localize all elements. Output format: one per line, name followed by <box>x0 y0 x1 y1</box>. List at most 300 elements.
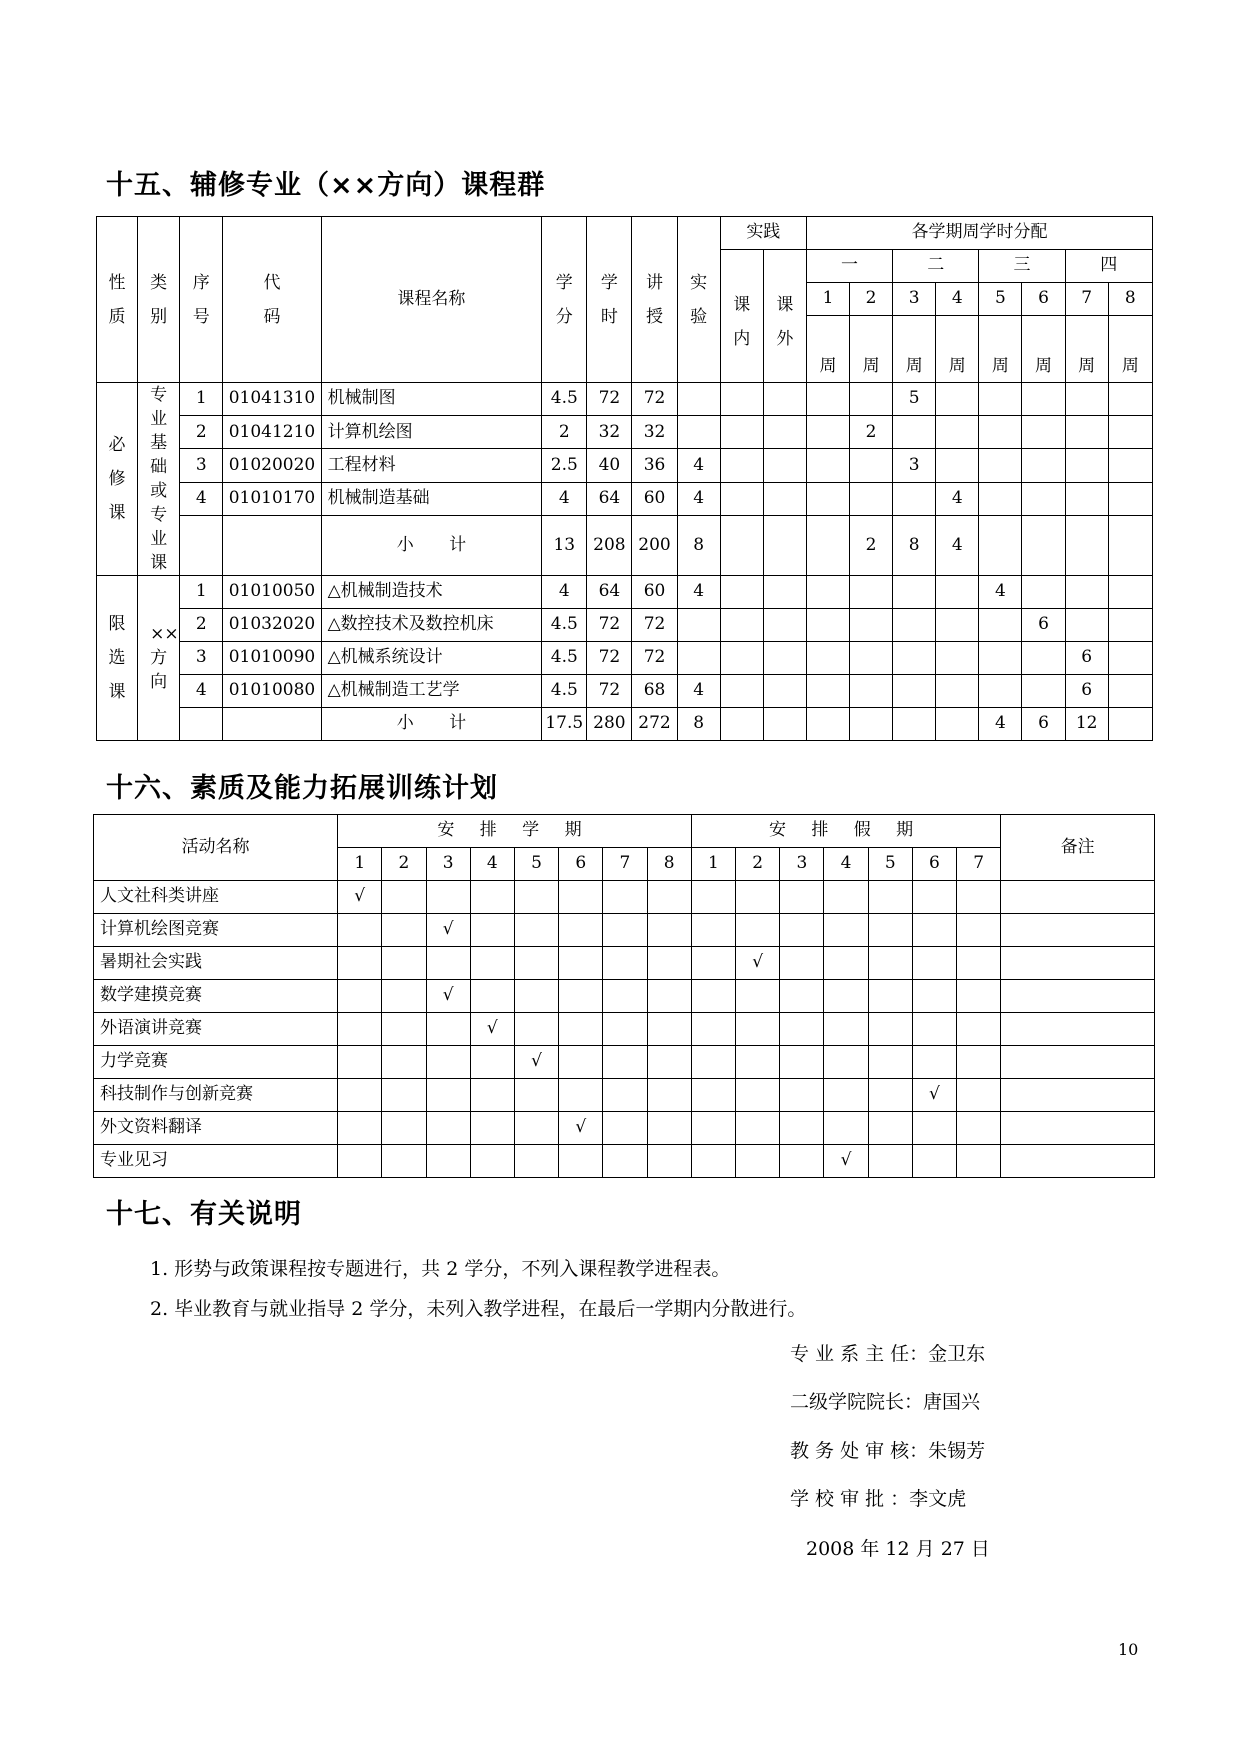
semester-mark: √ <box>514 1046 558 1079</box>
subtotal-term-hours <box>1108 515 1152 575</box>
semester-mark <box>559 1079 603 1112</box>
vacation-mark <box>868 1112 912 1145</box>
activity-name: 外语演讲竞赛 <box>94 1013 338 1046</box>
header-term: 8 <box>1108 283 1152 316</box>
vacation-mark <box>691 1112 735 1145</box>
signature-dean: 二级学院院长：唐国兴 <box>790 1391 981 1413</box>
course-term-hours <box>936 449 979 482</box>
subtotal-term-hours: 2 <box>850 515 893 575</box>
semester-mark <box>514 914 558 947</box>
subtotal-term-hours <box>936 708 979 741</box>
vacation-mark <box>780 980 824 1013</box>
vacation-mark <box>912 1145 956 1178</box>
header-semester-col: 5 <box>514 848 558 881</box>
activity-row <box>94 947 1155 980</box>
semester-mark <box>559 881 603 914</box>
semester-mark <box>382 1046 426 1079</box>
subtotal-term-hours <box>1022 515 1065 575</box>
course-credit: 4 <box>542 576 587 609</box>
subtotal-hours: 208 <box>587 515 632 575</box>
course-name: △机械制造工艺学 <box>321 675 542 708</box>
course-term-hours: 4 <box>936 482 979 515</box>
course-lecture: 36 <box>632 449 677 482</box>
header-seq-text: 序号 <box>192 272 210 327</box>
header-term: 4 <box>936 283 979 316</box>
course-hours: 72 <box>587 675 632 708</box>
semester-mark <box>426 1013 470 1046</box>
course-hours: 72 <box>587 609 632 642</box>
semester-mark <box>382 1112 426 1145</box>
activity-plan-table <box>93 814 1155 1178</box>
course-out-class <box>763 609 806 642</box>
table-row <box>97 482 1153 515</box>
semester-mark <box>603 881 647 914</box>
course-term-hours <box>1065 482 1108 515</box>
course-out-class <box>763 482 806 515</box>
vacation-mark <box>780 1013 824 1046</box>
subtotal-term-hours <box>1065 515 1108 575</box>
subtotal-seq <box>180 515 223 575</box>
vacation-mark <box>780 881 824 914</box>
header-out-class <box>763 250 806 383</box>
course-term-hours <box>936 609 979 642</box>
activity-remark <box>1001 1046 1155 1079</box>
vacation-mark <box>780 1145 824 1178</box>
vacation-mark <box>736 881 780 914</box>
semester-mark <box>426 1145 470 1178</box>
vacation-mark <box>736 1079 780 1112</box>
course-code: 01020020 <box>223 449 321 482</box>
vacation-mark <box>957 881 1001 914</box>
subtotal-row <box>97 708 1153 741</box>
elective-nature-text: 限选课 <box>108 614 126 702</box>
semester-mark <box>338 914 382 947</box>
course-credit: 2 <box>542 416 587 449</box>
header-term: 3 <box>893 283 936 316</box>
course-term-hours <box>850 675 893 708</box>
semester-mark <box>426 1112 470 1145</box>
semester-mark <box>470 1046 514 1079</box>
header-weekly-alloc: 各学期周学时分配 <box>806 217 1152 250</box>
semester-mark <box>338 947 382 980</box>
course-term-hours <box>806 675 849 708</box>
course-credit: 4.5 <box>542 609 587 642</box>
subtotal-experiment: 8 <box>677 515 720 575</box>
section15-title: 十五、辅修专业（××方向）课程群 <box>106 170 546 201</box>
course-term-hours <box>1065 576 1108 609</box>
course-in-class <box>720 576 763 609</box>
semester-mark <box>647 881 691 914</box>
course-term-hours <box>936 383 979 416</box>
subtotal-seq <box>180 708 223 741</box>
activity-remark <box>1001 1079 1155 1112</box>
elective-category <box>138 576 180 741</box>
header-semester-col: 3 <box>426 848 470 881</box>
semester-mark <box>514 1112 558 1145</box>
course-hours: 40 <box>587 449 632 482</box>
course-code: 01041210 <box>223 416 321 449</box>
course-out-class <box>763 642 806 675</box>
subtotal-credit: 17.5 <box>542 708 587 741</box>
activity-row <box>94 1079 1155 1112</box>
course-experiment: 4 <box>677 576 720 609</box>
header-week: 周 <box>979 316 1022 383</box>
header-week: 周 <box>1108 316 1152 383</box>
course-term-hours <box>893 576 936 609</box>
vacation-mark <box>736 1145 780 1178</box>
vacation-mark <box>691 1046 735 1079</box>
course-term-hours <box>936 642 979 675</box>
header-code <box>223 217 321 383</box>
header-semester-col: 2 <box>382 848 426 881</box>
header-week: 周 <box>1065 316 1108 383</box>
semester-mark <box>470 1112 514 1145</box>
course-term-hours <box>1108 383 1152 416</box>
course-term-hours <box>1108 449 1152 482</box>
course-out-class <box>763 416 806 449</box>
header-experiment <box>677 217 720 383</box>
course-term-hours: 6 <box>1065 642 1108 675</box>
course-code: 01010080 <box>223 675 321 708</box>
course-code: 01010170 <box>223 482 321 515</box>
page-number: 10 <box>1118 1640 1139 1659</box>
activity-name: 数学建摸竞赛 <box>94 980 338 1013</box>
vacation-mark: √ <box>736 947 780 980</box>
course-term-hours <box>1065 449 1108 482</box>
semester-mark <box>470 1145 514 1178</box>
header-semester: 安 排 学 期 <box>338 815 692 848</box>
course-seq: 1 <box>180 576 223 609</box>
activity-name: 外文资料翻译 <box>94 1112 338 1145</box>
subtotal-in-class <box>720 515 763 575</box>
semester-mark <box>338 1145 382 1178</box>
semester-mark <box>647 980 691 1013</box>
subtotal-label: 小 计 <box>321 708 542 741</box>
vacation-mark <box>868 1046 912 1079</box>
table-row <box>97 675 1153 708</box>
semester-mark: √ <box>426 980 470 1013</box>
course-name: 工程材料 <box>321 449 542 482</box>
course-in-class <box>720 416 763 449</box>
subtotal-code <box>223 708 321 741</box>
semester-mark <box>603 1013 647 1046</box>
course-term-hours <box>979 416 1022 449</box>
vacation-mark <box>824 1079 868 1112</box>
semester-mark <box>647 1145 691 1178</box>
vacation-mark <box>780 1046 824 1079</box>
signature-dept-director: 专 业 系 主 任：金卫东 <box>790 1343 986 1365</box>
subtotal-credit: 13 <box>542 515 587 575</box>
course-term-hours <box>1108 609 1152 642</box>
header-remark: 备注 <box>1001 815 1155 881</box>
subtotal-hours: 280 <box>587 708 632 741</box>
header-nature <box>97 217 138 383</box>
course-out-class <box>763 383 806 416</box>
semester-mark <box>647 1046 691 1079</box>
header-credit <box>542 217 587 383</box>
semester-mark <box>514 1079 558 1112</box>
vacation-mark <box>868 947 912 980</box>
header-lecture <box>632 217 677 383</box>
course-code: 01032020 <box>223 609 321 642</box>
vacation-mark <box>736 980 780 1013</box>
vacation-mark <box>912 980 956 1013</box>
vacation-mark <box>957 947 1001 980</box>
vacation-mark <box>780 914 824 947</box>
semester-mark <box>559 1145 603 1178</box>
vacation-mark <box>868 914 912 947</box>
vacation-mark <box>736 1112 780 1145</box>
course-term-hours <box>1108 576 1152 609</box>
vacation-mark <box>780 1079 824 1112</box>
semester-mark: √ <box>470 1013 514 1046</box>
header-semester-col: 8 <box>647 848 691 881</box>
vacation-mark: √ <box>912 1079 956 1112</box>
course-credit: 4.5 <box>542 675 587 708</box>
course-term-hours <box>979 675 1022 708</box>
required-category-text: 专业基础或专业课 <box>150 385 168 573</box>
semester-mark <box>647 1112 691 1145</box>
semester-mark <box>426 881 470 914</box>
course-name: 机械制造基础 <box>321 482 542 515</box>
subtotal-out-class <box>763 708 806 741</box>
course-lecture: 60 <box>632 482 677 515</box>
course-term-hours <box>806 576 849 609</box>
semester-mark <box>382 1079 426 1112</box>
course-term-hours <box>1022 642 1065 675</box>
vacation-mark <box>957 1046 1001 1079</box>
course-hours: 32 <box>587 416 632 449</box>
subtotal-code <box>223 515 321 575</box>
course-hours: 72 <box>587 383 632 416</box>
vacation-mark <box>912 881 956 914</box>
course-experiment: 4 <box>677 449 720 482</box>
course-term-hours <box>979 383 1022 416</box>
course-code: 01010090 <box>223 642 321 675</box>
subtotal-term-hours <box>1108 708 1152 741</box>
course-experiment <box>677 642 720 675</box>
activity-row <box>94 1046 1155 1079</box>
course-term-hours <box>850 449 893 482</box>
header-out-class-text: 课外 <box>776 295 794 349</box>
course-term-hours <box>806 642 849 675</box>
activity-remark <box>1001 980 1155 1013</box>
course-name: 计算机绘图 <box>321 416 542 449</box>
vacation-mark <box>691 914 735 947</box>
semester-mark: √ <box>338 881 382 914</box>
header-semester-col: 6 <box>559 848 603 881</box>
vacation-mark <box>868 1145 912 1178</box>
header-vacation-col: 1 <box>691 848 735 881</box>
semester-mark <box>426 1046 470 1079</box>
semester-mark <box>514 980 558 1013</box>
course-out-class <box>763 675 806 708</box>
course-code: 01010050 <box>223 576 321 609</box>
header-hours <box>587 217 632 383</box>
semester-mark <box>514 1013 558 1046</box>
vacation-mark: √ <box>824 1145 868 1178</box>
elective-category-text: ××方向 <box>150 624 179 692</box>
activity-name: 科技制作与创新竞赛 <box>94 1079 338 1112</box>
vacation-mark <box>957 980 1001 1013</box>
subtotal-experiment: 8 <box>677 708 720 741</box>
vacation-mark <box>736 1046 780 1079</box>
header-in-class <box>720 250 763 383</box>
course-term-hours <box>979 609 1022 642</box>
course-term-hours <box>1108 416 1152 449</box>
header-credit-text: 学分 <box>555 272 573 327</box>
course-group-table <box>96 216 1153 741</box>
semester-mark <box>559 1013 603 1046</box>
course-experiment: 4 <box>677 482 720 515</box>
course-seq: 2 <box>180 416 223 449</box>
course-term-hours <box>979 482 1022 515</box>
course-term-hours <box>1108 482 1152 515</box>
header-term: 6 <box>1022 283 1065 316</box>
header-activity: 活动名称 <box>94 815 338 881</box>
table-row <box>97 449 1153 482</box>
vacation-mark <box>912 947 956 980</box>
header-semester-col: 4 <box>470 848 514 881</box>
header-term: 5 <box>979 283 1022 316</box>
course-term-hours <box>850 609 893 642</box>
course-hours: 64 <box>587 576 632 609</box>
activity-name: 计算机绘图竞赛 <box>94 914 338 947</box>
header-code-text: 代码 <box>263 272 281 327</box>
header-term: 1 <box>806 283 849 316</box>
required-nature <box>97 383 138 576</box>
course-term-hours <box>893 675 936 708</box>
header-year: 二 <box>893 250 979 283</box>
header-vacation-col: 6 <box>912 848 956 881</box>
required-category <box>138 383 180 576</box>
activity-remark <box>1001 1145 1155 1178</box>
course-term-hours <box>1022 449 1065 482</box>
header-year: 三 <box>979 250 1065 283</box>
semester-mark <box>338 1013 382 1046</box>
semester-mark <box>647 914 691 947</box>
semester-mark <box>382 1013 426 1046</box>
course-experiment <box>677 609 720 642</box>
header-category-text: 类别 <box>150 272 168 327</box>
course-term-hours <box>806 482 849 515</box>
vacation-mark <box>824 1013 868 1046</box>
subtotal-term-hours <box>979 515 1022 575</box>
semester-mark <box>470 947 514 980</box>
course-lecture: 68 <box>632 675 677 708</box>
header-seq <box>180 217 223 383</box>
vacation-mark <box>912 1046 956 1079</box>
semester-mark <box>647 1013 691 1046</box>
header-term: 2 <box>850 283 893 316</box>
course-term-hours <box>893 416 936 449</box>
header-category <box>138 217 180 383</box>
header-year: 一 <box>806 250 892 283</box>
activity-row <box>94 914 1155 947</box>
subtotal-term-hours: 4 <box>936 515 979 575</box>
vacation-mark <box>691 1079 735 1112</box>
semester-mark <box>647 947 691 980</box>
document-date: 2008 年 12 月 27 日 <box>806 1538 990 1560</box>
course-hours: 64 <box>587 482 632 515</box>
vacation-mark <box>824 881 868 914</box>
semester-mark <box>603 1112 647 1145</box>
header-vacation-col: 4 <box>824 848 868 881</box>
course-seq: 4 <box>180 482 223 515</box>
vacation-mark <box>824 914 868 947</box>
header-experiment-text: 实验 <box>690 272 708 327</box>
course-term-hours <box>1065 383 1108 416</box>
semester-mark: √ <box>426 914 470 947</box>
semester-mark <box>514 1145 558 1178</box>
vacation-mark <box>691 980 735 1013</box>
course-term-hours <box>850 642 893 675</box>
course-seq: 3 <box>180 449 223 482</box>
course-term-hours <box>806 416 849 449</box>
semester-mark <box>559 980 603 1013</box>
vacation-mark <box>691 947 735 980</box>
semester-mark <box>647 1079 691 1112</box>
course-in-class <box>720 449 763 482</box>
vacation-mark <box>691 1013 735 1046</box>
course-lecture: 72 <box>632 609 677 642</box>
header-vacation: 安 排 假 期 <box>691 815 1000 848</box>
semester-mark <box>382 914 426 947</box>
subtotal-in-class <box>720 708 763 741</box>
course-seq: 1 <box>180 383 223 416</box>
course-term-hours <box>806 383 849 416</box>
vacation-mark <box>957 914 1001 947</box>
course-term-hours <box>1065 416 1108 449</box>
header-week: 周 <box>936 316 979 383</box>
course-term-hours <box>1065 609 1108 642</box>
vacation-mark <box>957 1145 1001 1178</box>
header-lecture-text: 讲授 <box>646 272 664 327</box>
course-name: △机械制造技术 <box>321 576 542 609</box>
vacation-mark <box>780 947 824 980</box>
course-term-hours <box>850 482 893 515</box>
course-experiment <box>677 383 720 416</box>
header-course-name: 课程名称 <box>321 217 542 383</box>
course-term-hours: 2 <box>850 416 893 449</box>
course-term-hours: 6 <box>1022 609 1065 642</box>
activity-remark <box>1001 914 1155 947</box>
course-seq: 3 <box>180 642 223 675</box>
course-term-hours <box>850 576 893 609</box>
header-term: 7 <box>1065 283 1108 316</box>
semester-mark <box>470 881 514 914</box>
course-term-hours <box>893 609 936 642</box>
semester-mark <box>338 1046 382 1079</box>
vacation-mark <box>824 1046 868 1079</box>
course-credit: 4.5 <box>542 642 587 675</box>
course-term-hours <box>936 576 979 609</box>
vacation-mark <box>868 881 912 914</box>
course-term-hours <box>1022 416 1065 449</box>
header-hours-text: 学时 <box>600 272 618 327</box>
vacation-mark <box>957 1013 1001 1046</box>
vacation-mark <box>824 980 868 1013</box>
course-term-hours <box>1022 383 1065 416</box>
header-practice: 实践 <box>720 217 806 250</box>
semester-mark <box>426 947 470 980</box>
semester-mark <box>470 1079 514 1112</box>
subtotal-term-hours: 6 <box>1022 708 1065 741</box>
activity-row <box>94 1112 1155 1145</box>
course-lecture: 32 <box>632 416 677 449</box>
vacation-mark <box>957 1112 1001 1145</box>
course-hours: 72 <box>587 642 632 675</box>
